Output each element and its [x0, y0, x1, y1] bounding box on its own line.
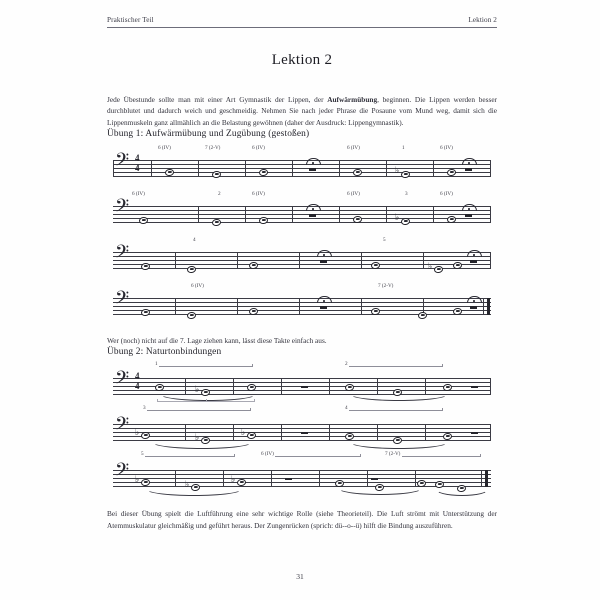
whole-rest	[371, 478, 378, 481]
barline	[175, 470, 176, 487]
intro-text-part-2: , beginnen. Die Lippen werden besser durchblutet und dadurch weich und geschmeidig. Nehmen Sie nach jeder Phrase die Posaune vom Mund weg, damit sich die Lippenmuskeln ganz allmählich an die Belastung gewöhnen (daher der Ausdruck: Lippengymnastik).	[107, 94, 497, 128]
time-signature-top: 4	[135, 371, 140, 382]
fermata-icon	[462, 158, 477, 165]
barline	[490, 252, 491, 269]
position-label: 6 (IV)	[252, 190, 265, 197]
whole-rest	[470, 260, 477, 263]
closing-paragraph: Bei dieser Übung spielt die Luftführung eine sehr wichtige Rolle (siehe Theorieteil). Die Luft strömt mit Unterstützung der Atemmuskulatur gleichmäßig und geführt heraus. Der Zungenrücken (sprich: dü--o--ü) hilft die Bindung auszuführen.	[107, 508, 497, 530]
note-whole	[401, 170, 411, 178]
barline	[490, 378, 491, 395]
under-bracket-tick	[206, 399, 207, 402]
barline	[175, 252, 176, 269]
bracket-tick	[234, 454, 235, 457]
fermata-icon	[306, 204, 321, 211]
barline	[367, 470, 368, 487]
bracket-tick	[360, 454, 361, 457]
final-barline-thin	[483, 298, 484, 315]
whole-rest	[320, 306, 327, 309]
barline	[490, 206, 491, 223]
running-header-right: Lektion 2	[468, 16, 497, 24]
staff-line	[113, 252, 491, 253]
bracket-label: 7 (2-V)	[385, 451, 401, 458]
flat-accidental-icon: ♭	[195, 384, 200, 395]
barline	[377, 378, 378, 395]
position-label: 6 (IV)	[158, 144, 171, 151]
barline	[361, 298, 362, 315]
staff-line	[113, 428, 491, 429]
barline	[433, 160, 434, 177]
staff-line	[113, 310, 491, 311]
position-label: 6 (IV)	[191, 282, 204, 289]
flat-accidental-icon: ♭	[231, 474, 236, 485]
ex2-system-2	[113, 404, 491, 450]
whole-rest	[309, 168, 316, 171]
bracket-line	[155, 366, 253, 367]
slur	[145, 489, 243, 496]
barline	[233, 424, 234, 441]
barline	[198, 206, 199, 223]
barline	[425, 378, 426, 395]
bracket-label: 2	[345, 361, 348, 368]
barline	[433, 206, 434, 223]
bracket-tick	[250, 408, 251, 411]
bracket-label: 4	[345, 405, 348, 412]
staff-line	[113, 378, 491, 379]
whole-rest	[301, 386, 308, 389]
barline	[185, 424, 186, 441]
staff-line	[113, 436, 491, 437]
slur	[349, 442, 449, 449]
fermata-icon	[317, 296, 332, 303]
whole-rest	[320, 260, 327, 263]
whole-rest	[471, 386, 478, 389]
note-whole	[212, 171, 222, 179]
barline	[415, 470, 416, 487]
barline	[185, 378, 186, 395]
barline	[175, 298, 176, 315]
note-whole	[139, 216, 149, 224]
flat-accidental-icon: ♭	[395, 165, 400, 176]
barline	[319, 470, 320, 487]
fermata-icon	[317, 250, 332, 257]
slur	[337, 488, 423, 495]
bass-clef-icon: 𝄢	[115, 195, 130, 221]
staff	[113, 206, 491, 222]
position-bracket	[261, 452, 361, 458]
barline	[151, 160, 152, 177]
staff-line	[113, 314, 491, 315]
slur	[435, 489, 489, 496]
whole-rest	[285, 478, 292, 481]
note-whole	[418, 312, 428, 320]
staff-line	[113, 160, 491, 161]
barline	[292, 206, 293, 223]
bracket-tick	[442, 408, 443, 411]
flat-accidental-icon: ♭	[185, 479, 190, 490]
flat-accidental-icon: ♭	[195, 432, 200, 443]
slur	[349, 394, 449, 401]
position-bracket	[345, 362, 443, 368]
running-header	[107, 16, 497, 28]
note-whole	[212, 218, 222, 226]
staff	[113, 298, 491, 314]
position-label: 5	[383, 236, 386, 243]
position-label: 3	[405, 190, 408, 197]
fermata-icon	[462, 204, 477, 211]
ex1-system-2	[113, 186, 491, 232]
staff-line	[113, 474, 491, 475]
bracket-line	[261, 456, 361, 457]
bracket-line	[345, 410, 443, 411]
staff-line	[113, 424, 491, 425]
exercise-1-heading: Übung 1: Aufwärmübung und Zugübung (gestoßen)	[107, 128, 310, 139]
staff-line	[113, 470, 491, 471]
flat-accidental-icon: ♭	[395, 213, 400, 224]
running-header-left: Praktischer Teil	[107, 16, 154, 24]
staff-line	[113, 382, 491, 383]
page-number: 31	[296, 572, 304, 581]
note-whole	[259, 216, 269, 224]
position-label: 2	[218, 190, 221, 197]
position-label: 6 (IV)	[440, 190, 453, 197]
barline	[198, 160, 199, 177]
bass-clef-icon: 𝄢	[115, 287, 130, 313]
note-whole	[401, 218, 411, 226]
flat-accidental-icon: ♭	[135, 474, 140, 485]
bracket-label: 3	[143, 405, 146, 412]
staff-line	[113, 206, 491, 207]
barline	[299, 252, 300, 269]
staff-line	[113, 306, 491, 307]
barline	[281, 378, 282, 395]
fermata-icon	[467, 296, 482, 303]
staff-line	[113, 256, 491, 257]
note-whole	[141, 262, 151, 270]
barline	[329, 424, 330, 441]
intro-text-part-1: Jede Übestunde sollte man mit einer Art Gymnastik der Lippen, der	[107, 94, 328, 104]
note-whole	[434, 266, 444, 274]
barline	[271, 470, 272, 487]
staff-line	[113, 210, 491, 211]
barline	[113, 160, 114, 177]
barline	[386, 160, 387, 177]
bass-clef-icon: 𝄢	[115, 413, 130, 439]
bass-clef-icon: 𝄢	[115, 459, 130, 485]
note-whole	[435, 480, 445, 488]
position-bracket	[155, 362, 253, 368]
barline	[237, 252, 238, 269]
time-signature	[135, 154, 140, 173]
bracket-label: 5	[141, 451, 144, 458]
position-label: 1	[402, 144, 405, 151]
page-title: Lektion 2	[271, 51, 333, 68]
staff-line	[113, 260, 491, 261]
barline	[233, 378, 234, 395]
time-signature-top: 4	[135, 153, 140, 164]
staff	[113, 252, 491, 268]
ex1-system-4	[113, 278, 491, 324]
fermata-icon	[306, 158, 321, 165]
position-bracket	[143, 406, 251, 412]
barline	[281, 424, 282, 441]
position-bracket	[345, 406, 443, 412]
bracket-line	[141, 456, 235, 457]
ex1-system-3	[113, 232, 491, 278]
barline	[361, 252, 362, 269]
time-signature-bottom: 4	[135, 380, 140, 391]
position-bracket	[141, 452, 235, 458]
note-paragraph: Wer (noch) nicht auf die 7. Lage ziehen kann, lässt diese Takte einfach aus.	[107, 335, 327, 345]
note-whole	[141, 308, 151, 316]
position-label: 4	[193, 236, 196, 243]
bass-clef-icon: 𝄢	[115, 241, 130, 267]
page-content	[107, 16, 497, 531]
staff-line	[113, 390, 491, 391]
position-label: 6 (IV)	[252, 144, 265, 151]
exercise-2-heading: Übung 2: Naturtonbindungen	[107, 346, 222, 357]
bracket-line	[143, 410, 251, 411]
staff-line	[113, 214, 491, 215]
bracket-tick	[480, 454, 481, 457]
ex2-system-3	[113, 450, 491, 496]
final-barline-thin	[481, 470, 482, 487]
flat-accidental-icon: ♭	[428, 261, 433, 272]
barline	[339, 206, 340, 223]
barline	[386, 206, 387, 223]
under-bracket-tick	[254, 399, 255, 402]
barline	[423, 252, 424, 269]
whole-rest	[465, 214, 472, 217]
barline	[490, 160, 491, 177]
bass-clef-icon: 𝄢	[115, 367, 130, 393]
staff-line	[113, 264, 491, 265]
barline	[425, 424, 426, 441]
barline	[292, 160, 293, 177]
staff-line	[113, 164, 491, 165]
flat-accidental-icon: ♭	[135, 427, 140, 438]
whole-rest	[471, 432, 478, 435]
barline	[237, 298, 238, 315]
barline	[223, 470, 224, 487]
under-bracket-tick	[157, 399, 158, 402]
barline	[339, 160, 340, 177]
barline	[377, 424, 378, 441]
bracket-line	[345, 366, 443, 367]
ex2-system-1	[113, 358, 491, 404]
flat-accidental-icon: ♭	[241, 427, 246, 438]
barline	[245, 160, 246, 177]
fermata-icon	[467, 250, 482, 257]
position-label: 6 (IV)	[132, 190, 145, 197]
intro-bold-term: Aufwärmübung	[327, 94, 378, 104]
note-whole	[187, 311, 197, 319]
intro-paragraph	[107, 94, 497, 129]
final-barline-thick	[487, 298, 490, 315]
position-label: 7 (2-V)	[205, 144, 221, 151]
final-barline-thick	[485, 470, 488, 487]
note-whole	[187, 265, 197, 273]
barline	[329, 378, 330, 395]
position-label: 6 (IV)	[440, 144, 453, 151]
staff-line	[113, 302, 491, 303]
whole-rest	[465, 168, 472, 171]
bracket-tick	[252, 364, 253, 367]
staff-line	[113, 218, 491, 219]
whole-rest	[470, 306, 477, 309]
barline	[245, 206, 246, 223]
whole-rest	[301, 432, 308, 435]
time-signature	[135, 372, 140, 391]
ex1-system-1	[113, 140, 491, 186]
bracket-label: 1	[155, 361, 158, 368]
bracket-label: 6 (IV)	[261, 451, 274, 458]
position-label: 6 (IV)	[347, 190, 360, 197]
bass-clef-icon: 𝄢	[115, 149, 130, 175]
staff-line	[113, 440, 491, 441]
barline	[299, 298, 300, 315]
time-signature-bottom: 4	[135, 162, 140, 173]
bracket-tick	[442, 364, 443, 367]
whole-rest	[309, 214, 316, 217]
barline	[490, 424, 491, 441]
position-label: 6 (IV)	[347, 144, 360, 151]
staff-line	[113, 176, 491, 177]
position-bracket	[385, 452, 481, 458]
slur	[151, 442, 253, 449]
position-label: 7 (2-V)	[378, 282, 394, 289]
staff-line	[113, 478, 491, 479]
staff-line	[113, 298, 491, 299]
staff-line	[113, 222, 491, 223]
